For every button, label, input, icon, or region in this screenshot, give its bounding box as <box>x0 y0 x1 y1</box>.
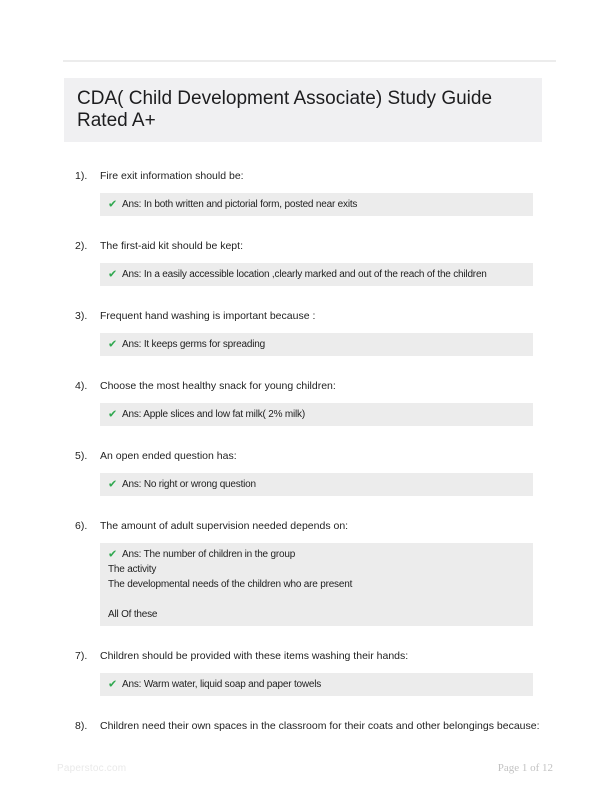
question-text: An open ended question has: <box>100 450 237 462</box>
answer-text: Ans: Apple slices and low fat milk( 2% milk) <box>122 409 305 420</box>
answer-text: Ans: No right or wrong question <box>122 479 256 490</box>
check-icon: ✔ <box>108 268 118 281</box>
question-row <box>0 308 606 325</box>
answer-text: Ans: Warm water, liquid soap and paper towels <box>122 679 322 690</box>
page-footer <box>57 762 553 774</box>
check-icon: ✔ <box>108 478 118 491</box>
page-number: Page 1 of 12 <box>497 762 553 774</box>
question-row <box>0 378 606 395</box>
answer-box <box>100 263 533 286</box>
qa-item <box>0 308 606 356</box>
answer-line <box>108 267 525 282</box>
answer-box <box>100 403 533 426</box>
qa-item <box>0 648 606 696</box>
question-number: 7). <box>75 650 88 662</box>
answer-box <box>100 333 533 356</box>
answer-text: Ans: The number of children in the group <box>122 549 296 560</box>
question-number: 1). <box>75 170 88 182</box>
question-text: The amount of adult supervision needed depends on: <box>100 520 349 532</box>
document-title: CDA( Child Development Associate) Study Guide Rated A+ <box>64 78 542 142</box>
question-number: 6). <box>75 520 88 532</box>
answer-line <box>108 592 525 607</box>
qa-item <box>0 718 606 735</box>
answer-line: All Of these <box>108 609 158 620</box>
qa-item <box>0 378 606 426</box>
check-icon: ✔ <box>108 548 118 561</box>
question-number: 3). <box>75 310 88 322</box>
question-list <box>0 168 606 757</box>
question-row <box>0 448 606 465</box>
question-row <box>0 718 606 735</box>
answer-line: The activity <box>108 564 157 575</box>
answer-line <box>108 197 525 212</box>
answer-box <box>100 543 533 626</box>
answer-box <box>100 473 533 496</box>
check-icon: ✔ <box>108 198 118 211</box>
question-text: Fire exit information should be: <box>100 170 244 182</box>
answer-line <box>108 547 525 562</box>
question-text: The first-aid kit should be kept: <box>100 240 243 252</box>
check-icon: ✔ <box>108 678 118 691</box>
qa-item <box>0 168 606 216</box>
answer-line <box>108 677 525 692</box>
page-top-rule <box>63 60 556 62</box>
question-number: 5). <box>75 450 88 462</box>
watermark-text: Paperstoc.com <box>57 763 127 774</box>
question-row <box>0 518 606 535</box>
check-icon: ✔ <box>108 408 118 421</box>
qa-item <box>0 448 606 496</box>
qa-item <box>0 238 606 286</box>
check-icon: ✔ <box>108 338 118 351</box>
answer-line <box>108 477 525 492</box>
question-text: Children should be provided with these items washing their hands: <box>100 650 409 662</box>
answer-line <box>108 337 525 352</box>
question-text: Choose the most healthy snack for young children: <box>100 380 336 392</box>
question-text: Frequent hand washing is important because : <box>100 310 316 322</box>
question-text: Children need their own spaces in the classroom for their coats and other belongings because: <box>100 720 540 732</box>
answer-text: Ans: It keeps germs for spreading <box>122 339 265 350</box>
question-row <box>0 168 606 185</box>
answer-text: Ans: In a easily accessible location ,clearly marked and out of the reach of the children <box>122 269 487 280</box>
question-number: 2). <box>75 240 88 252</box>
answer-text: Ans: In both written and pictorial form, posted near exits <box>122 199 358 210</box>
question-number: 8). <box>75 720 88 732</box>
question-number: 4). <box>75 380 88 392</box>
answer-box <box>100 673 533 696</box>
qa-item <box>0 518 606 626</box>
answer-line: The developmental needs of the children who are present <box>108 579 353 590</box>
question-row <box>0 238 606 255</box>
question-row <box>0 648 606 665</box>
answer-line <box>108 407 525 422</box>
answer-box <box>100 193 533 216</box>
